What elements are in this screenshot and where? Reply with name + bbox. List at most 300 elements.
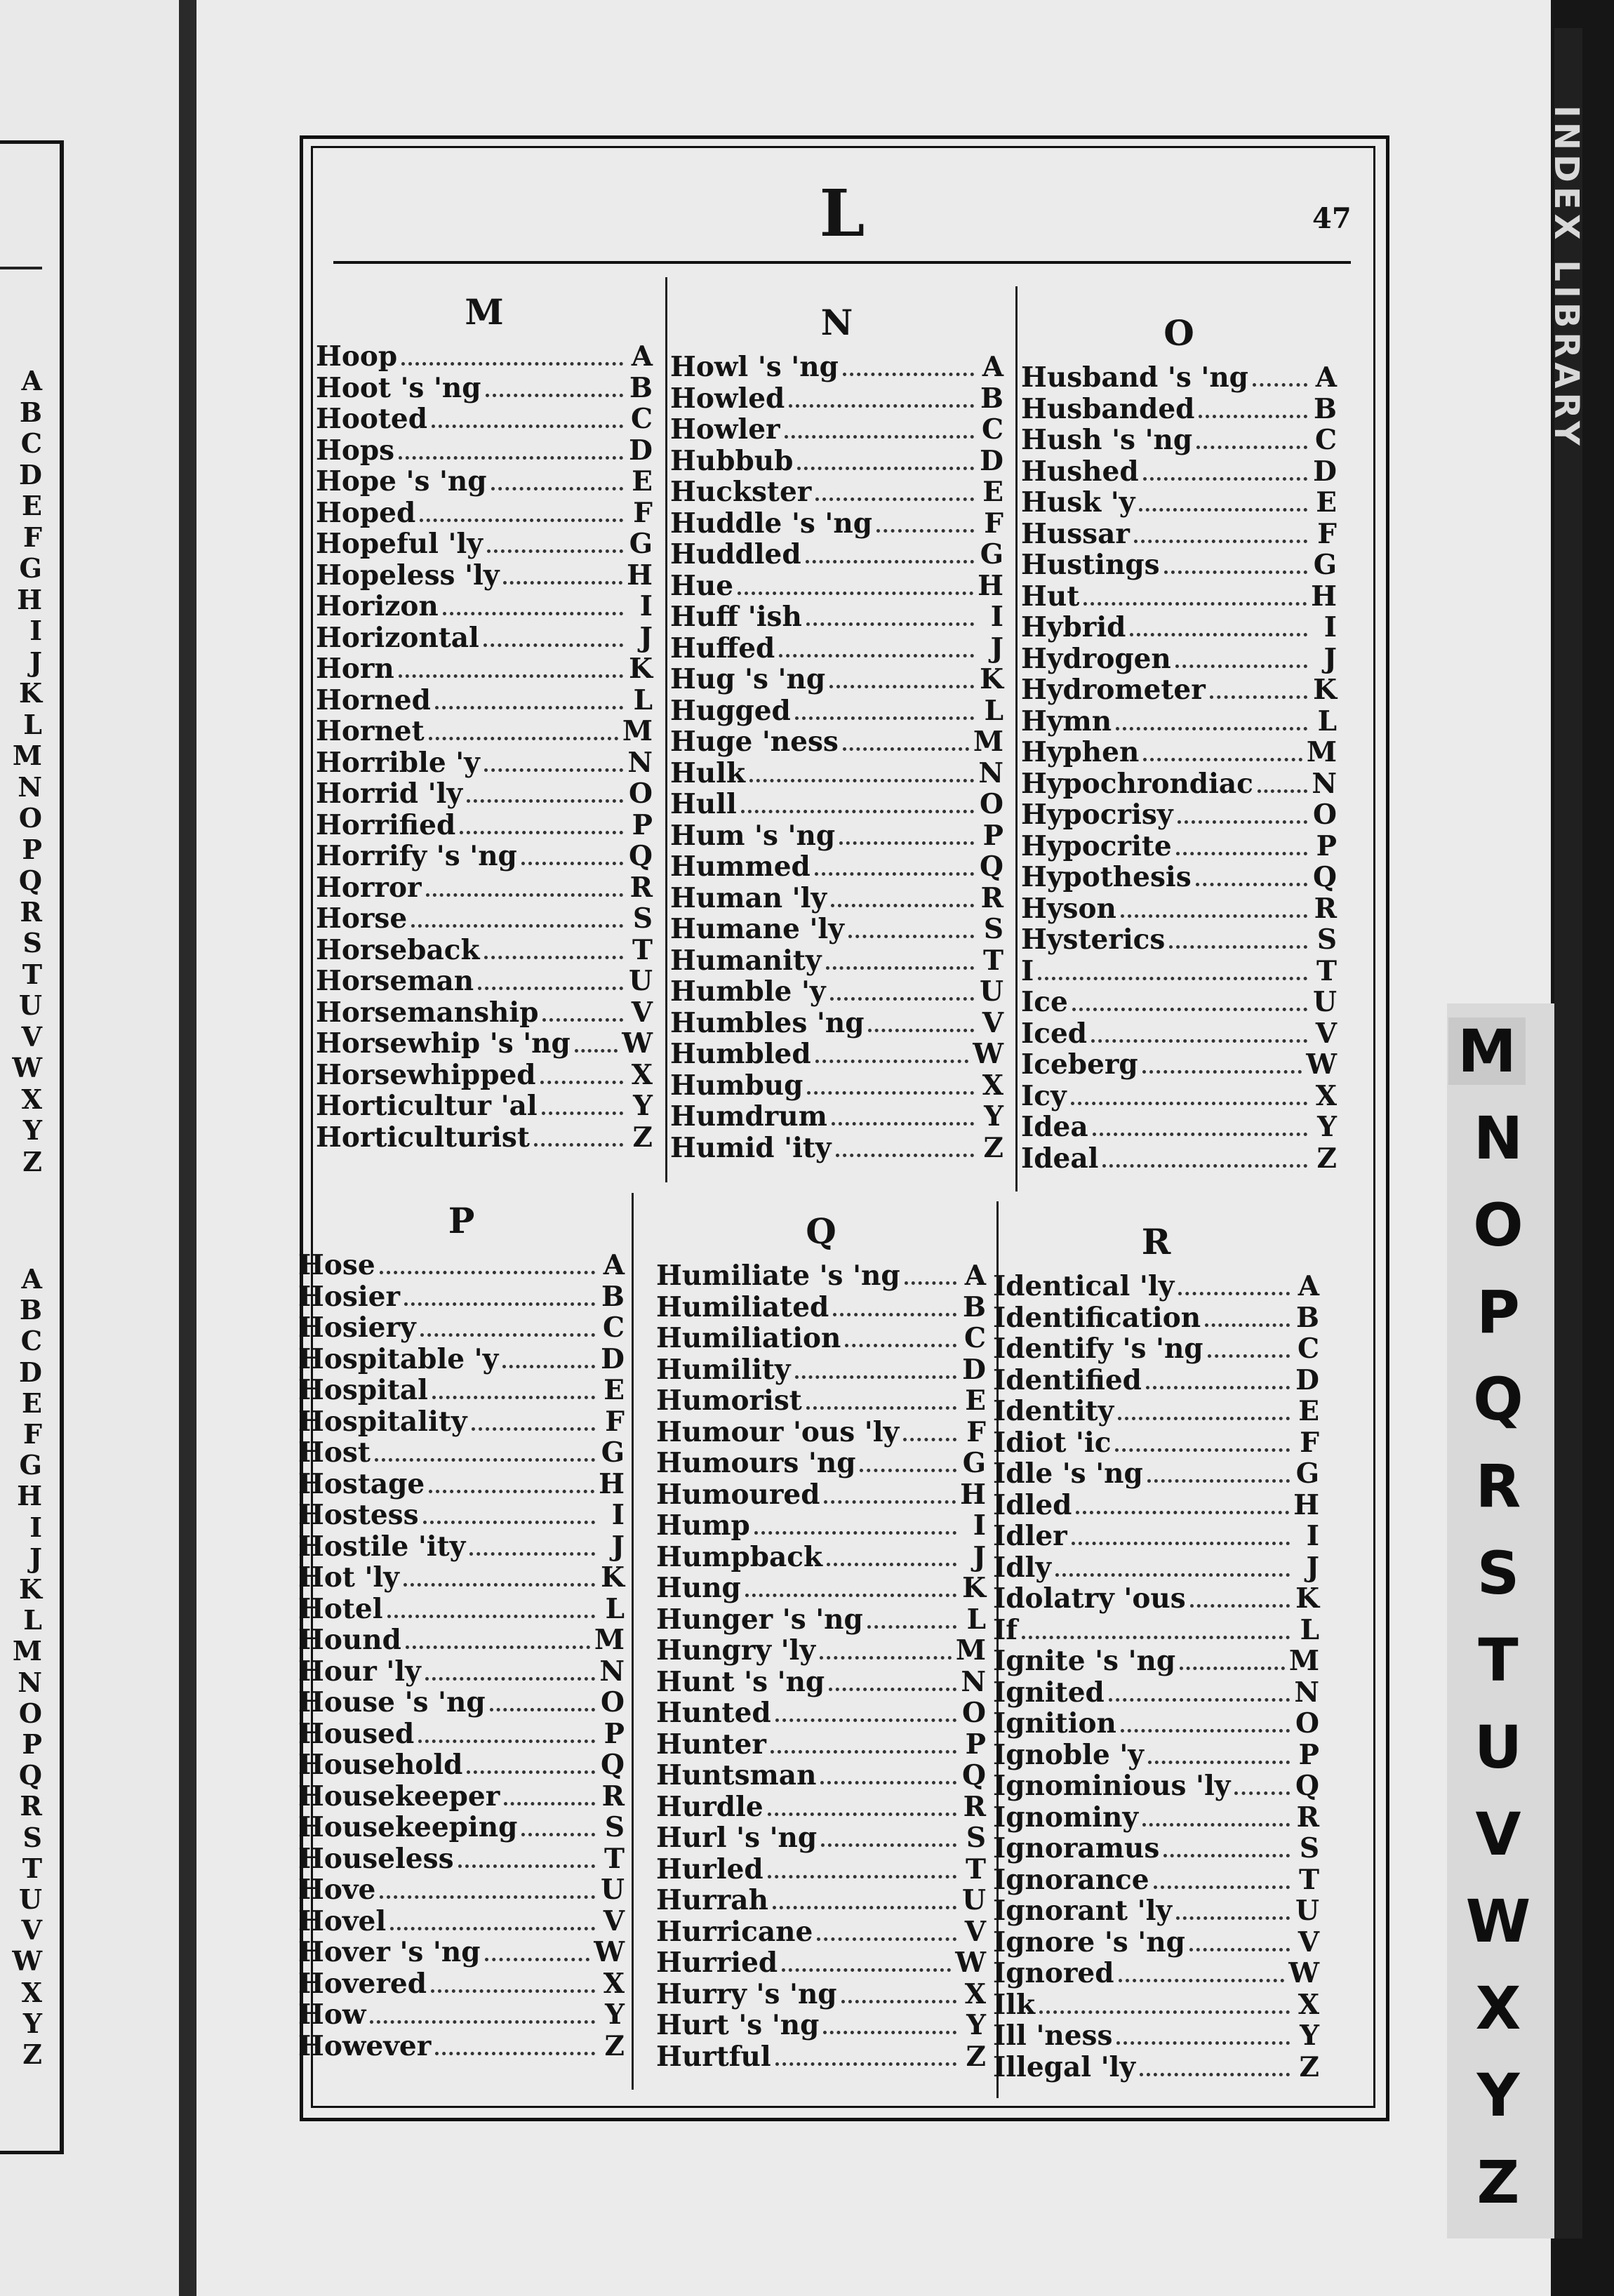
dot-leader	[1210, 695, 1307, 699]
entry-word: Ignore 's 'ng	[993, 1925, 1185, 1958]
entry-word: Husk 'y	[1021, 486, 1135, 519]
dot-leader	[741, 810, 974, 813]
entry-word: Husband 's 'ng	[1021, 361, 1248, 394]
entry-key-letter: C	[963, 1322, 986, 1354]
entry-key-letter: H	[1293, 1488, 1319, 1521]
entry-key-letter: F	[1300, 1426, 1319, 1459]
entry-word: Hump	[656, 1509, 750, 1542]
thumb-tab[interactable]: X	[1475, 1974, 1521, 2043]
dot-leader	[534, 1143, 623, 1147]
index-entry	[316, 340, 653, 372]
entry-key-letter: G	[629, 528, 653, 560]
thumb-tab[interactable]: R	[1475, 1452, 1521, 1521]
previous-page-letter: V	[21, 1020, 42, 1053]
index-entry	[993, 1427, 1319, 1458]
index-entry	[1021, 455, 1337, 487]
previous-page-letter: Q	[18, 1759, 42, 1791]
dot-leader	[1190, 1604, 1290, 1608]
entry-word: Horrify 's 'ng	[316, 840, 517, 872]
dot-leader	[821, 1843, 956, 1847]
dot-leader	[824, 1500, 956, 1504]
dot-leader	[1038, 977, 1307, 980]
dot-leader	[435, 706, 623, 709]
index-entry	[993, 1364, 1319, 1396]
thumb-tab[interactable]: Y	[1476, 2061, 1520, 2130]
index-entry	[1021, 799, 1337, 830]
thumb-tab[interactable]: T	[1478, 1626, 1519, 1695]
index-entry	[1021, 1080, 1337, 1112]
dot-leader	[1143, 758, 1302, 761]
dot-leader	[775, 1718, 956, 1722]
entry-word: Hypothesis	[1021, 861, 1192, 893]
entry-word: Hunger 's 'ng	[656, 1603, 863, 1636]
index-entry	[1021, 518, 1337, 549]
entry-word: Hush 's 'ng	[1021, 424, 1193, 456]
index-entry	[656, 1354, 986, 1385]
index-entry	[670, 1007, 1003, 1039]
dot-leader	[485, 1958, 590, 1961]
entry-word: Horticulturist	[316, 1121, 530, 1154]
entry-word: Humoured	[656, 1478, 820, 1511]
column-divider	[665, 277, 667, 1182]
entry-key-letter: A	[1298, 1270, 1319, 1302]
dot-leader	[836, 1154, 974, 1157]
index-entry	[1021, 674, 1337, 705]
running-head-letter: L	[819, 175, 865, 251]
thumb-tab[interactable]: Z	[1476, 2148, 1520, 2217]
index-entry	[316, 1090, 653, 1121]
entry-key-letter: R	[963, 1790, 986, 1823]
entry-word: Hum 's 'ng	[670, 819, 836, 852]
previous-page-letter: H	[17, 1480, 42, 1512]
previous-page-letter: U	[18, 989, 42, 1021]
entry-word: Horticultur 'al	[316, 1090, 538, 1122]
block-heading: R	[1141, 1221, 1171, 1262]
entry-key-letter: Q	[1313, 861, 1337, 893]
entry-key-letter: C	[1297, 1333, 1319, 1365]
entry-word: Hug 's 'ng	[670, 663, 826, 695]
dot-leader	[1196, 446, 1307, 449]
index-entry	[656, 1603, 986, 1635]
dot-leader	[1134, 540, 1307, 543]
entry-word: Hostile 'ity	[298, 1530, 466, 1563]
entry-key-letter: Q	[1295, 1770, 1319, 1802]
index-entry	[993, 1614, 1319, 1646]
entry-word: Humdrum	[670, 1100, 827, 1133]
previous-page-letter: C	[20, 427, 42, 459]
entry-word: Hornet	[316, 715, 425, 747]
index-entry	[993, 1645, 1319, 1676]
block-heading: P	[448, 1200, 475, 1241]
entry-key-letter: V	[964, 1915, 986, 1948]
thumb-tab[interactable]: Q	[1473, 1365, 1523, 1434]
entry-word: Huge 'ness	[670, 726, 839, 758]
dot-leader	[1130, 633, 1307, 636]
dot-leader	[1199, 415, 1307, 418]
thumb-tab[interactable]: P	[1476, 1278, 1520, 1347]
entry-key-letter: B	[601, 1280, 625, 1313]
index-entry	[656, 1572, 986, 1603]
entry-key-letter: M	[1306, 736, 1337, 768]
entry-word: Hoped	[316, 496, 416, 529]
index-entry	[656, 1884, 986, 1916]
dot-leader	[771, 1750, 956, 1754]
dot-leader	[1142, 1070, 1302, 1074]
entry-key-letter: R	[980, 881, 1003, 914]
previous-page-letter: J	[29, 646, 42, 678]
entry-word: Humid 'ity	[670, 1131, 832, 1164]
dot-leader	[848, 935, 974, 938]
thumb-tab[interactable]: O	[1473, 1191, 1523, 1260]
dot-leader	[1147, 1479, 1290, 1483]
entry-word: Humour 'ous 'ly	[656, 1415, 900, 1448]
thumb-tab[interactable]: W	[1465, 1887, 1531, 1956]
index-entry	[1021, 361, 1337, 393]
index-entry	[656, 1260, 986, 1291]
entry-key-letter: J	[611, 1530, 625, 1563]
dot-leader	[843, 747, 969, 751]
thumb-tab[interactable]: N	[1473, 1104, 1523, 1173]
entry-key-letter: G	[1313, 549, 1337, 581]
dot-leader	[404, 1583, 595, 1587]
entry-word: Horn	[316, 653, 394, 685]
entry-key-letter: K	[601, 1561, 625, 1594]
dot-leader	[820, 1656, 952, 1660]
spine-lettering: INDEX LIBRARY	[1547, 105, 1586, 450]
dot-leader	[1142, 1823, 1290, 1827]
previous-page-letter: D	[19, 1356, 42, 1388]
entry-key-letter: D	[1313, 455, 1337, 488]
dot-leader	[435, 2052, 595, 2055]
entry-word: Hyphen	[1021, 736, 1140, 768]
entry-word: Identified	[993, 1363, 1142, 1396]
entry-word: Housekeeper	[298, 1780, 500, 1813]
index-entry	[670, 445, 1003, 476]
previous-page-rule	[0, 267, 42, 269]
entry-key-letter: G	[962, 1447, 986, 1479]
entry-key-letter: Z	[1299, 2050, 1319, 2083]
index-entry	[298, 1811, 625, 1843]
dot-leader	[380, 1895, 595, 1899]
index-entry	[316, 715, 653, 747]
index-entry	[993, 1832, 1319, 1864]
dot-leader	[782, 1968, 951, 1972]
entry-key-letter: A	[631, 340, 653, 373]
index-entry	[316, 965, 653, 996]
entry-key-letter: C	[630, 403, 653, 435]
previous-page-letter: T	[22, 958, 42, 990]
entry-key-letter: S	[983, 913, 1003, 945]
entry-key-letter: H	[978, 569, 1003, 602]
index-entry	[298, 1374, 625, 1406]
entry-key-letter: J	[990, 632, 1003, 665]
entry-key-letter: P	[1298, 1738, 1319, 1771]
index-entry	[670, 570, 1003, 601]
entry-word: Howl 's 'ng	[670, 351, 839, 383]
previous-page-letter: X	[21, 1976, 42, 2008]
entry-key-letter: D	[629, 434, 653, 467]
dot-leader	[521, 1833, 595, 1836]
entry-word: Hypocrisy	[1021, 799, 1173, 831]
dot-leader	[773, 1906, 956, 1909]
dot-leader	[390, 1927, 595, 1930]
dot-leader	[542, 1112, 623, 1115]
dot-leader	[868, 1029, 974, 1032]
previous-page-letter: R	[20, 895, 42, 928]
index-entry	[1021, 1142, 1337, 1174]
index-entry	[670, 695, 1003, 726]
entry-word: Ill 'ness	[993, 2020, 1113, 2052]
index-entry	[298, 1436, 625, 1468]
dot-leader	[841, 2000, 956, 2003]
index-entry	[670, 975, 1003, 1007]
block-heading: O	[1163, 312, 1194, 354]
dot-leader	[399, 456, 623, 460]
entry-key-letter: B	[629, 371, 653, 404]
entry-word: Hopeful 'ly	[316, 528, 483, 560]
thumb-tab[interactable]: V	[1475, 1800, 1521, 1869]
entry-key-letter: A	[982, 351, 1003, 383]
entry-key-letter: L	[966, 1603, 986, 1636]
entry-word: Humanity	[670, 944, 822, 977]
dot-leader	[860, 1469, 956, 1472]
entry-word: Ignite 's 'ng	[993, 1645, 1176, 1677]
dot-leader	[1140, 2073, 1290, 2076]
entry-word: Hybrid	[1021, 611, 1126, 643]
index-entry	[993, 1770, 1319, 1801]
index-entry	[993, 1457, 1319, 1489]
index-entry	[316, 1121, 653, 1153]
entry-word: Horned	[316, 683, 431, 716]
entry-word: Ignorance	[993, 1863, 1149, 1896]
entry-key-letter: W	[1288, 1957, 1319, 1989]
dot-leader	[832, 1122, 974, 1126]
entry-word: Huckster	[670, 476, 812, 508]
entry-key-letter: N	[627, 746, 653, 779]
entry-word: Hospitality	[298, 1405, 467, 1438]
entry-key-letter: D	[980, 444, 1003, 477]
previous-page-letter: F	[23, 1418, 42, 1450]
entry-word: Identical 'ly	[993, 1270, 1175, 1302]
dot-leader	[542, 1018, 623, 1022]
entry-word: Hurl 's 'ng	[656, 1822, 818, 1854]
index-entry	[316, 528, 653, 559]
entry-word: Human 'ly	[670, 881, 827, 914]
entry-key-letter: J	[1306, 1551, 1319, 1584]
thumb-tab[interactable]: S	[1476, 1539, 1520, 1608]
dot-leader	[829, 1688, 956, 1691]
dot-leader	[1164, 570, 1307, 574]
previous-page-letter: Z	[22, 2038, 42, 2070]
entry-word: Hostage	[298, 1467, 425, 1500]
entry-word: Ilk	[993, 1988, 1036, 2021]
entry-word: Iced	[1021, 1017, 1088, 1050]
index-entry	[316, 403, 653, 434]
entry-word: Ignited	[993, 1676, 1105, 1709]
entry-key-letter: J	[973, 1540, 986, 1573]
index-entry	[1021, 861, 1337, 893]
entry-word: Hummed	[670, 850, 811, 883]
dot-leader	[806, 560, 974, 563]
entry-word: Hurt 's 'ng	[656, 2009, 820, 2041]
entry-key-letter: H	[1311, 580, 1337, 613]
dot-leader	[1175, 665, 1307, 668]
previous-page-letter: P	[22, 833, 42, 865]
index-entry	[656, 1666, 986, 1697]
thumb-tab[interactable]: M	[1448, 1017, 1526, 1085]
index-entry	[993, 1739, 1319, 1770]
index-entry	[656, 1322, 986, 1354]
entry-key-letter: O	[962, 1697, 986, 1729]
dot-leader	[829, 685, 974, 688]
dot-leader	[502, 1365, 595, 1368]
entry-key-letter: L	[633, 683, 653, 716]
index-entry	[656, 1479, 986, 1510]
entry-word: Hoop	[316, 340, 398, 373]
dot-leader	[795, 716, 974, 720]
entry-key-letter: T	[965, 1853, 986, 1885]
previous-page-letter: G	[19, 552, 42, 584]
index-entry	[993, 1333, 1319, 1364]
index-entry	[670, 820, 1003, 851]
entry-word: Horsemanship	[316, 996, 539, 1029]
entry-word: Humbled	[670, 1038, 811, 1070]
entry-key-letter: X	[982, 1069, 1003, 1102]
entry-word: Hydrogen	[1021, 642, 1171, 675]
index-entry	[656, 1978, 986, 2010]
page-number: 47	[1312, 202, 1352, 235]
entry-word: Hops	[316, 434, 395, 467]
previous-page-letter: I	[29, 615, 42, 646]
block-heading: M	[465, 291, 504, 333]
entry-key-letter: Y	[984, 1100, 1003, 1133]
entry-word: Howled	[670, 382, 785, 415]
dot-leader	[1039, 2010, 1290, 2014]
entry-word: Identify 's 'ng	[993, 1333, 1203, 1365]
entry-word: Hurry 's 'ng	[656, 1977, 837, 2010]
entry-key-letter: W	[973, 1038, 1003, 1070]
previous-page-letter: E	[22, 490, 42, 521]
dot-leader	[1180, 1667, 1285, 1670]
previous-page-letter: K	[18, 1573, 42, 1605]
previous-page-letter: U	[18, 1883, 42, 1915]
dot-leader	[1116, 2041, 1290, 2045]
entry-key-letter: M	[955, 1634, 986, 1667]
dot-leader	[845, 1344, 956, 1347]
dot-leader	[1253, 383, 1307, 387]
index-entry	[993, 2051, 1319, 2083]
previous-page-letter: W	[12, 1052, 42, 1083]
entry-key-letter: V	[982, 1006, 1003, 1039]
entry-word: Horrid 'ly	[316, 777, 463, 810]
entry-word: Horror	[316, 871, 422, 904]
entry-key-letter: Z	[1316, 1142, 1337, 1175]
dot-leader	[1258, 789, 1307, 793]
entry-word: Hustings	[1021, 549, 1160, 581]
dot-leader	[1178, 820, 1307, 824]
index-entry	[670, 757, 1003, 789]
dot-leader	[768, 1875, 956, 1878]
index-entry	[298, 1874, 625, 1905]
entry-word: Iceberg	[1021, 1048, 1138, 1081]
entry-word: Horizon	[316, 590, 439, 622]
dot-leader	[867, 1625, 956, 1629]
index-entry	[1021, 705, 1337, 737]
previous-page-letter: C	[20, 1325, 42, 1357]
entry-word: Humble 'y	[670, 975, 826, 1008]
index-entry	[993, 1801, 1319, 1833]
entry-key-letter: R	[1296, 1801, 1319, 1834]
entry-key-letter: V	[1298, 1925, 1319, 1958]
entry-word: Hour 'ly	[298, 1655, 421, 1688]
index-entry	[298, 1780, 625, 1812]
dot-leader	[431, 1989, 595, 1993]
thumb-tab[interactable]: U	[1474, 1713, 1523, 1782]
index-entry	[298, 1998, 625, 2030]
entry-key-letter: U	[628, 965, 653, 997]
previous-page-letter: N	[18, 1666, 42, 1698]
index-entry	[298, 1311, 625, 1343]
dot-leader	[484, 768, 623, 772]
index-entry	[1021, 768, 1337, 799]
entry-key-letter: W	[622, 1027, 653, 1060]
dot-leader	[460, 831, 623, 834]
index-entry	[1021, 393, 1337, 425]
entry-key-letter: N	[961, 1665, 986, 1698]
entry-key-letter: E	[603, 1374, 625, 1406]
entry-word: Hue	[670, 569, 734, 602]
dot-leader	[806, 622, 974, 626]
dot-leader	[830, 997, 974, 1001]
entry-word: Howler	[670, 413, 780, 446]
index-entry	[656, 1791, 986, 1822]
entry-word: Hushed	[1021, 455, 1139, 488]
dot-leader	[443, 612, 623, 615]
entry-key-letter: D	[962, 1353, 986, 1386]
entry-word: Hurtful	[656, 2040, 771, 2073]
dot-leader	[467, 1770, 595, 1774]
entry-word: Horrible 'y	[316, 746, 480, 779]
dot-leader	[1154, 1885, 1290, 1889]
entry-word: Humours 'ng	[656, 1447, 856, 1479]
dot-leader	[1121, 914, 1307, 918]
entry-word: Hypocrite	[1021, 829, 1172, 862]
entry-key-letter: E	[965, 1384, 986, 1417]
index-entry	[670, 1038, 1003, 1069]
entry-word: Hymn	[1021, 705, 1112, 737]
entry-key-letter: A	[964, 1260, 986, 1292]
dot-leader	[1208, 1354, 1290, 1358]
dot-leader	[399, 674, 623, 678]
entry-key-letter: I	[990, 601, 1003, 633]
previous-page-letter: T	[22, 1852, 42, 1884]
index-entry	[656, 1541, 986, 1573]
index-entry	[670, 632, 1003, 664]
index-entry	[316, 653, 653, 684]
index-entry	[316, 777, 653, 809]
index-entry	[656, 1728, 986, 1760]
entry-word: Idler	[993, 1520, 1067, 1552]
dot-leader	[458, 1864, 595, 1868]
index-entry	[670, 788, 1003, 820]
index-entry	[1021, 580, 1337, 612]
dot-leader	[425, 1677, 595, 1681]
dot-leader	[1121, 1729, 1290, 1733]
dot-leader	[820, 1781, 956, 1784]
column-divider	[1015, 286, 1018, 1192]
entry-key-letter: F	[966, 1415, 986, 1448]
index-entry	[298, 1624, 625, 1655]
